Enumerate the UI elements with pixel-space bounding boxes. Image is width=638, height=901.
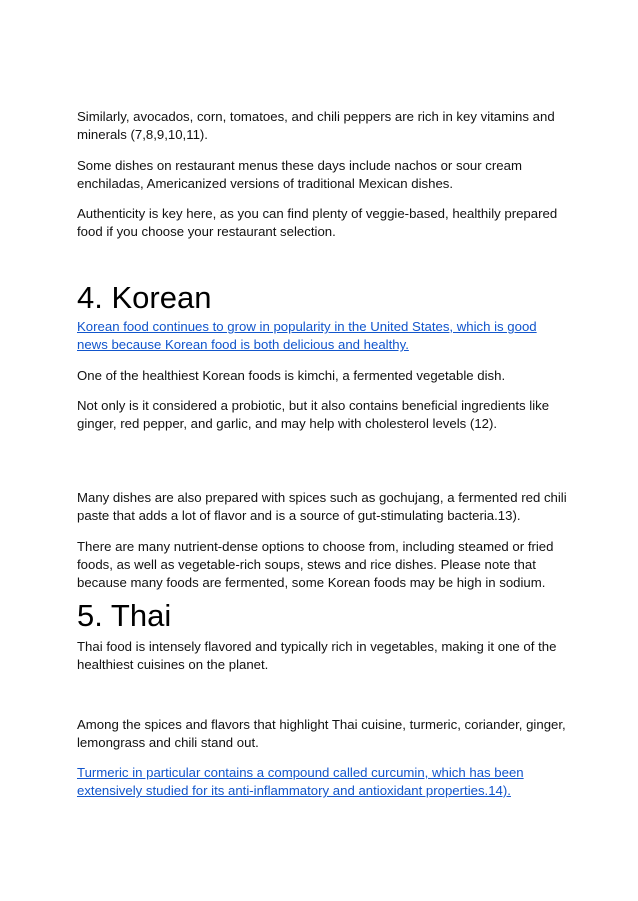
turmeric-curcumin-link[interactable]: Turmeric in particular contains a compound called curcumin, which has been extensively studied for its anti-inflammatory and antioxidant properties.14). (77, 765, 524, 798)
paragraph-probiotic: Not only is it considered a probiotic, but it also contains beneficial ingredients like ginger, red pepper, and garlic, and may help with cholesterol levels (12). (77, 398, 550, 431)
heading-thai: 5. Thai (77, 598, 172, 633)
paragraph-thai-intro: Thai food is intensely flavored and typically rich in vegetables, making it one of the healthiest cuisines on the planet. (77, 639, 557, 672)
paragraph-gochujang: Many dishes are also prepared with spices such as gochujang, a fermented red chili paste that adds a lot of flavor and is a source of gut-stimulating bacteria.13). (77, 490, 567, 523)
paragraph-authenticity: Authenticity is key here, as you can find plenty of veggie-based, healthily prepared food if you choose your restaurant selection. (77, 206, 558, 239)
thai-turmeric-paragraph (77, 764, 567, 800)
paragraph-thai-spices: Among the spices and flavors that highlight Thai cuisine, turmeric, coriander, ginger, lemongrass and chili stand out. (77, 717, 566, 750)
paragraph-kimchi: One of the healthiest Korean foods is kimchi, a fermented vegetable dish. (77, 368, 506, 383)
heading-korean: 4. Korean (77, 280, 212, 315)
paragraph-avocados: Similarly, avocados, corn, tomatoes, and chili peppers are rich in key vitamins and minerals (7,8,9,10,11). (77, 109, 555, 142)
paragraph-korean-options: There are many nutrient-dense options to choose from, including steamed or fried foods, as well as vegetable-rich soups, stews and rice dishes. Please note that because many foods are fermented, some Korean foods may be high in sodium. (77, 539, 554, 590)
korean-popularity-link[interactable]: Korean food continues to grow in popularity in the United States, which is good news because Korean food is both delicious and healthy. (77, 319, 537, 352)
korean-intro-paragraph (77, 318, 567, 354)
paragraph-nachos: Some dishes on restaurant menus these days include nachos or sour cream enchiladas, Americanized versions of traditional Mexican dishes. (77, 158, 522, 191)
